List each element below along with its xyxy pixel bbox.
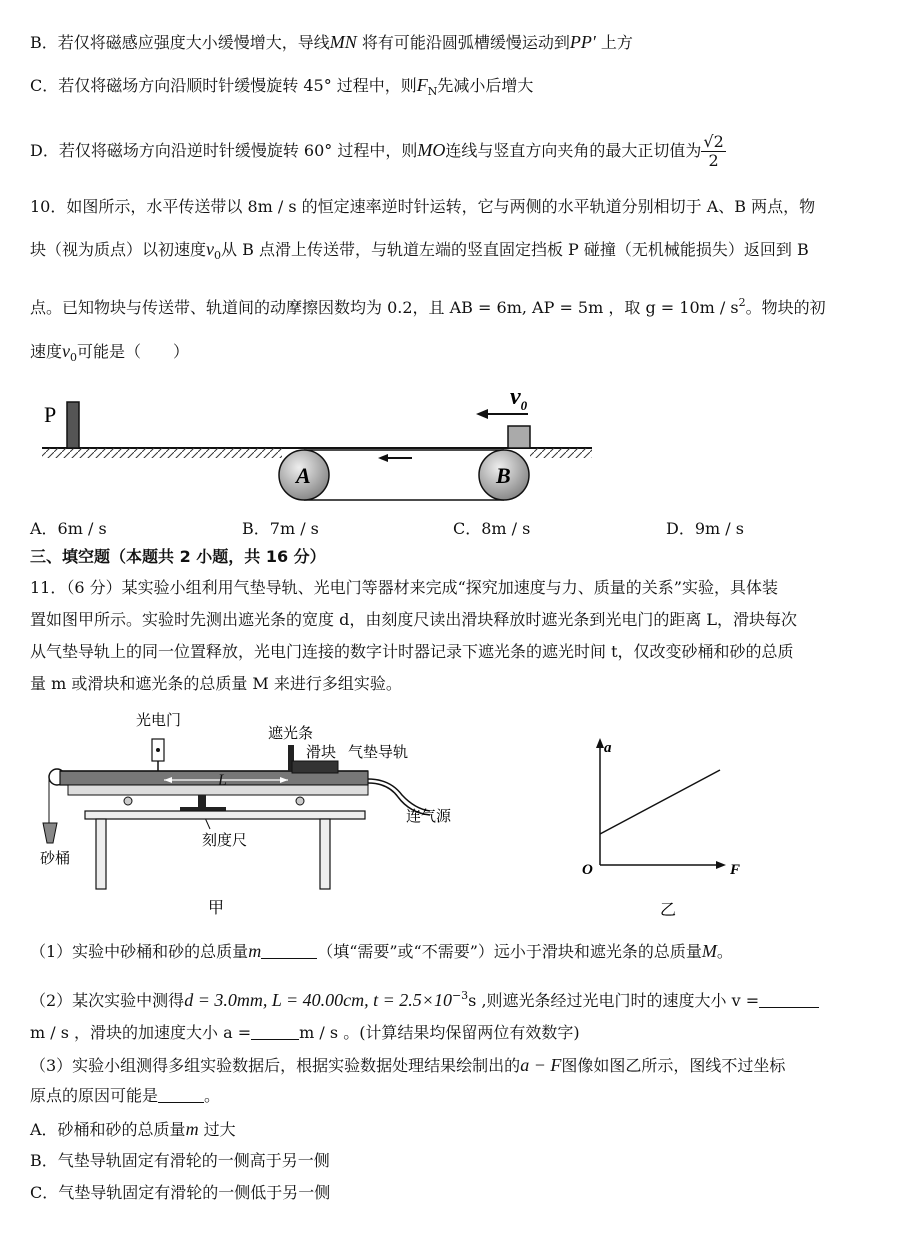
sqrt2-over-2-fraction: $\frac{√2}{2}$ [703,132,724,170]
label-guangdianmen: 光电门 [136,713,182,729]
conveyor-belt-figure [30,380,610,510]
label-axis-f: F [730,862,741,878]
q10-option-b[interactable]: B．7m / s [242,519,319,538]
table-leg-left [96,819,106,889]
answer-blank-1[interactable] [261,942,317,959]
sand-bucket [43,823,57,843]
air-track-figure [30,705,480,920]
label-a: A [296,463,311,488]
var-pp: PP′ [569,32,596,52]
section-3-heading: 三、填空题（本题共 2 小题，共 16 分） [30,547,326,566]
belt-arrow-head [378,454,388,462]
q11-sub2: （2）某次实验中测得d = 3.0mm, L = 40.00cm, $t = 2.5\times 10^{-3}s$ ,则遮光条经过光电门时的速度大小 v = [30,985,819,1012]
q11-sub3: （3）实验小组测得多组实验数据后，根据实验数据处理结果绘制出的a − F图像如图乙所示，图线不过坐标 [30,1055,786,1075]
label-l: L [218,772,227,789]
v0-arrow-head [476,409,488,419]
q10-option-c[interactable]: C．8m / s [453,519,531,538]
q11-option-c[interactable]: C．气垫导轨固定有滑轮的一侧低于另一侧 [30,1183,331,1202]
answer-blank-3[interactable] [251,1023,299,1040]
caption-jia: 甲 [208,900,225,917]
block [508,426,530,448]
ground-hatch-right [530,448,592,458]
q11-option-a[interactable]: A．砂桶和砂的总质量m 过大 [30,1119,236,1139]
q9-option-b: B．若仅将磁感应强度大小缓慢增大，导线MN 将有可能沿圆弧槽缓慢运动到PP′ 上方 [30,32,633,52]
label-axis-a: a [604,740,612,756]
q9-option-d: D．若仅将磁场方向沿逆时针缓慢旋转 60° 过程中，则MO连线与竖直方向夹角的最大正切值为 $\frac{√2}{2}$ [30,132,724,170]
label-lianqiyuan: 连气源 [406,809,452,825]
label-p: P [44,402,57,427]
q11-option-b[interactable]: B．气垫导轨固定有滑轮的一侧高于另一侧 [30,1151,330,1170]
q10-line3: 点。已知物块与传送带、轨道间的动摩擦因数均为 0.2，且 AB = 6m, AP = 5m ，取 $g = 10m / s^2$。物块的初 [30,296,826,317]
q11-para4: 量 m 或滑块和遮光条的总质量 M 来进行多组实验。 [30,674,402,693]
q10-line2: 块（视为质点）以初速度$v_0$从 B 点滑上传送带，与轨道左端的竖直固定挡板 P 碰撞（无机械能损失）返回到 B [30,239,809,262]
table-top [85,811,365,819]
answer-blank-4[interactable] [158,1086,204,1103]
a-f-graph [570,730,750,920]
label-b: B [496,463,511,488]
q11-sub3-line2: 原点的原因可能是 。 [30,1086,221,1105]
var-mn: MN [329,32,357,52]
slider [292,761,338,773]
label-v0: $v_0$ [510,384,528,413]
graph-line [600,770,720,834]
q11-para1: 11．（6 分）某实验小组利用气垫导轨、光电门等器材来完成“探究加速度与力、质量的关系”实验，具体装 [30,578,778,597]
q9-option-c: C．若仅将磁场方向沿顺时针缓慢旋转 45° 过程中，则$F_N$先减小后增大 [30,75,534,98]
table-leg-right [320,819,330,889]
q10-option-a[interactable]: A．6m / s [30,519,107,538]
caption-yi: 乙 [660,902,677,919]
q11-para2: 置如图甲所示。实验时先测出遮光条的宽度 d，由刻度尺读出滑块释放时遮光条到光电门的距离 L，滑块每次 [30,610,798,629]
q10-line4: 速度$v_0$可能是（ ） [30,341,190,364]
label-origin: O [582,862,593,878]
q10-line1: 10．如图所示，水平传送带以 8m / s 的恒定速率逆时针运转，它与两侧的水平轨道分别相切于 A、B 两点，物 [30,197,816,216]
label-huakuai: 滑块 [306,745,337,761]
baffle-p [67,402,79,448]
label-kedu: 刻度尺 [202,833,248,849]
label-zheguangtiao: 遮光条 [268,726,314,742]
q11-sub1: （1）实验中砂桶和砂的总质量m （填“需要”或“不需要”）远小于滑块和遮光条的总质量M。 [30,941,733,961]
label-qidian: 气垫导轨 [348,745,409,761]
label-shatong: 砂桶 [40,851,71,867]
q11-para3: 从气垫导轨上的同一位置释放，光电门连接的数字计时器记录下遮光条的遮光时间 t，仅改变砂桶和砂的总质 [30,642,794,661]
ground-hatch-left [42,448,282,458]
answer-blank-2[interactable] [759,991,819,1008]
q11-sub2-line2: m / s ，滑块的加速度大小 a = m / s 。(计算结果均保留两位有效数字) [30,1023,580,1042]
q10-option-d[interactable]: D．9m / s [666,519,744,538]
